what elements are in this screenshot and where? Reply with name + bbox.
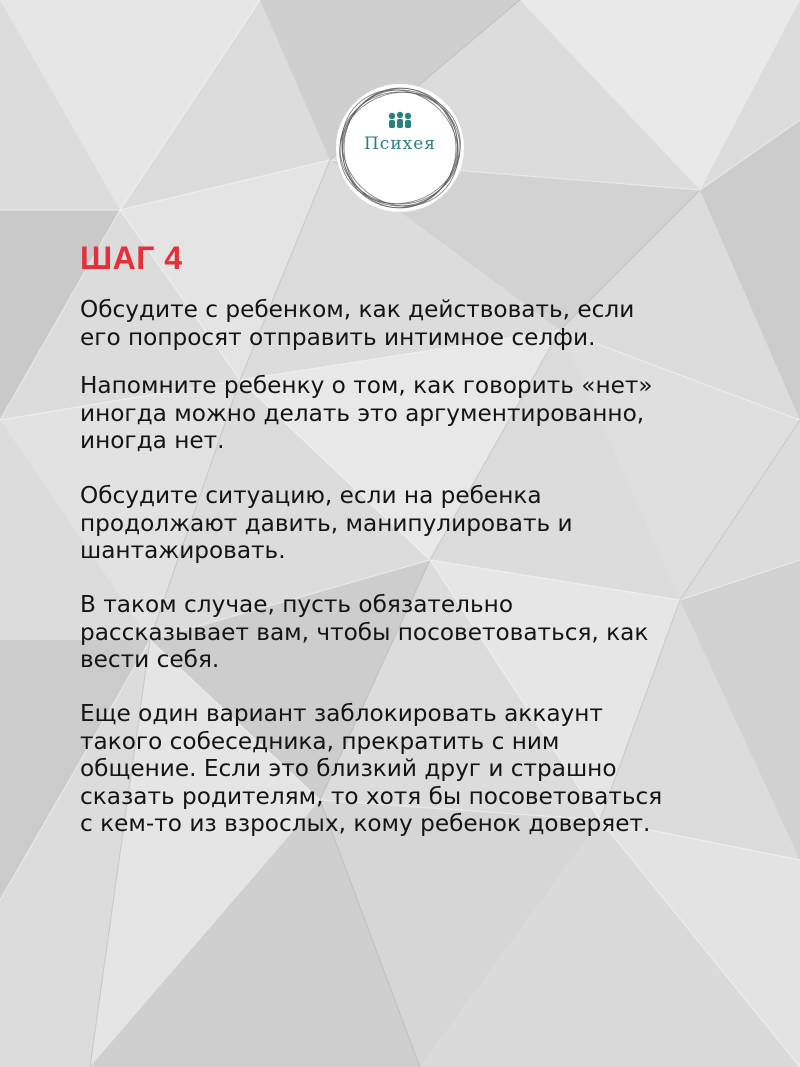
paragraph-2: Напомните ребенку о том, как говорить «нет» иногда можно делать это аргументированно, иногда нет. [80,372,653,454]
step-heading: ШАГ 4 [80,240,183,276]
paragraph-3: Обсудите ситуацию, если на ребенка продолжают давить, манипулировать и шантажировать. [80,482,573,564]
paragraph-5: Еще один вариант заблокировать аккаунт такого собеседника, прекратить с ним общение. Если это близкий друг и страшно сказать родителям, то хотя бы посоветоваться с кем-то из взрослых, кому ребенок доверяет. [80,700,663,837]
paragraph-4: В таком случае, пусть обязательно рассказывает вам, чтобы посоветоваться, как вести себя. [80,591,649,673]
paragraph-1: Обсудите с ребенком, как действовать, если его попросят отправить интимное селфи. [80,296,635,351]
logo-text: Психея [363,134,437,154]
logo [334,82,466,214]
